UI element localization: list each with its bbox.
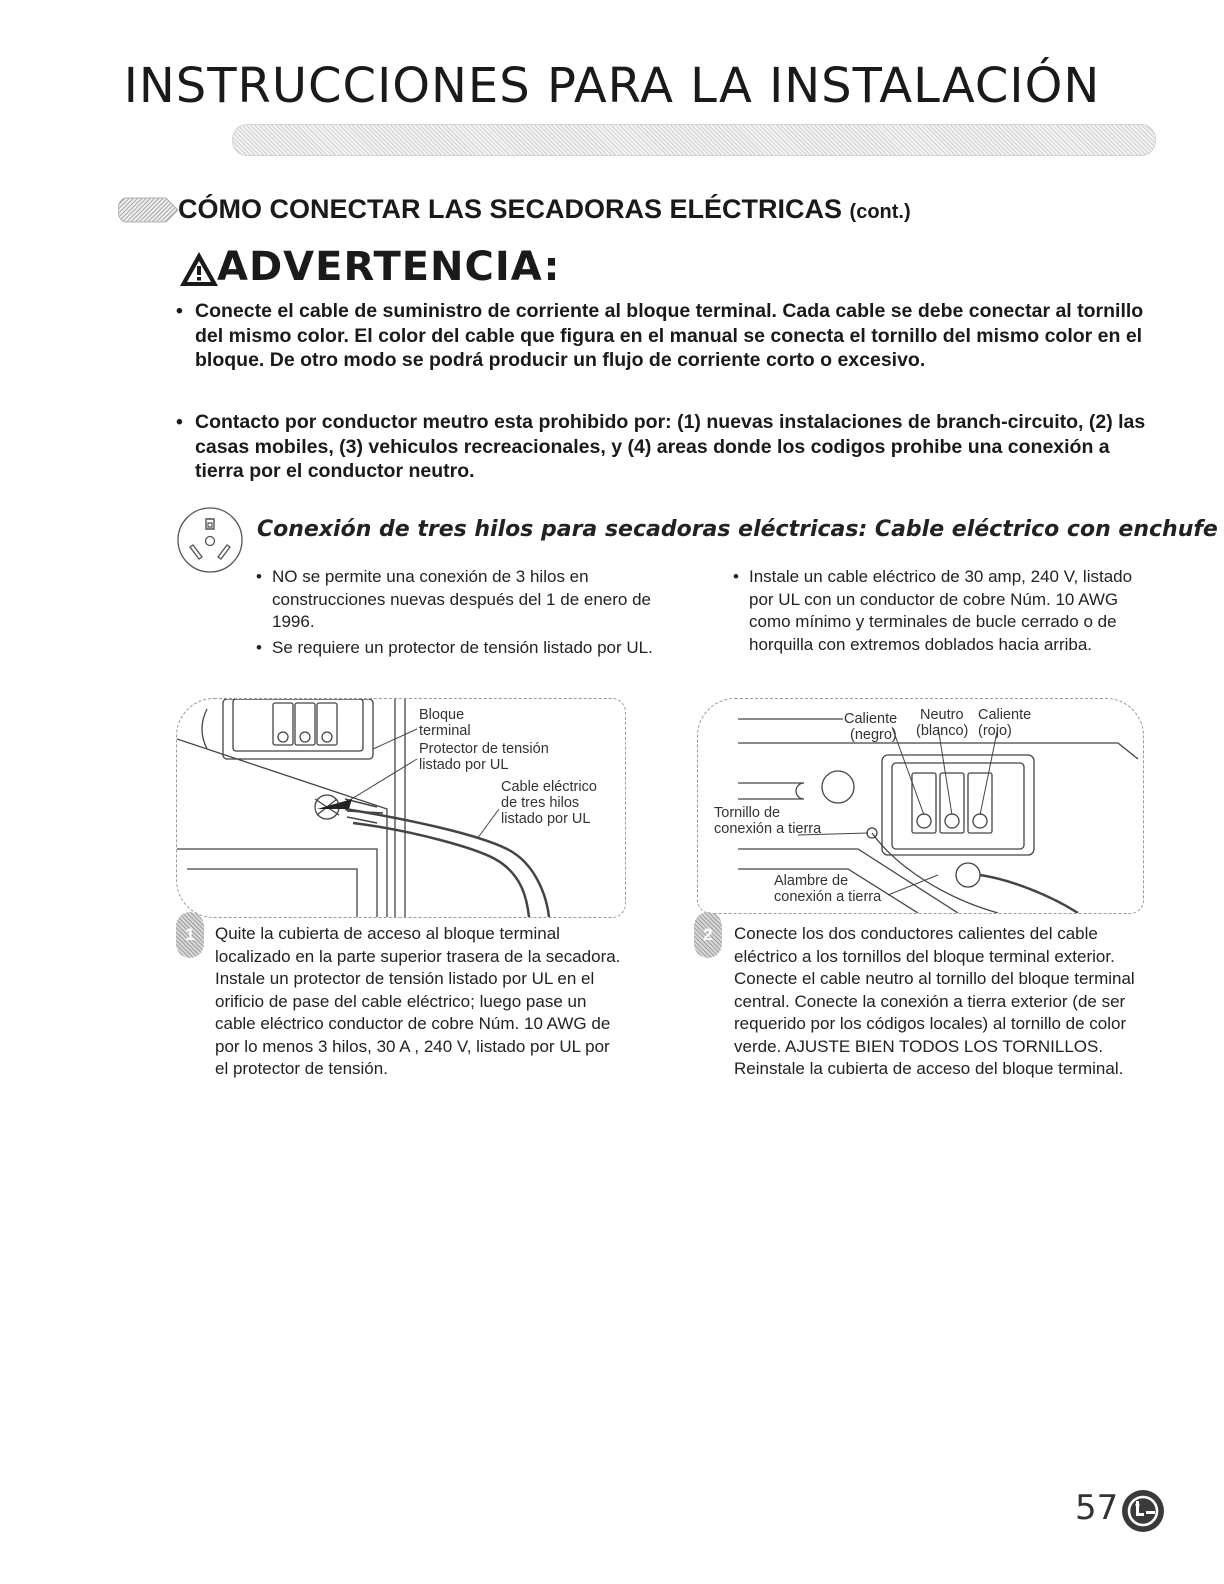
- warning-title: ADVERTENCIA:: [217, 244, 561, 290]
- arrow-bullet-icon: [118, 196, 180, 224]
- bullet: •: [176, 300, 183, 322]
- warning-item: [176, 299, 1155, 373]
- label-neutral-white: Neutro (blanco): [916, 707, 969, 739]
- step-badge-2: 2: [694, 912, 722, 958]
- step-2-text: Conecte los dos conductores calientes del cable eléctrico a los tornillos del bloque terminal exterior. Conecte el cable neutro al tornillo del bloque terminal central. Conecte la conexión a tierra exterior (de ser requerido por los códigos locales) al tornillo de color verde. AJUSTE BIEN TODOS LOS TORNILLOS. Reinstale la cubierta de acceso del bloque terminal.: [734, 924, 1135, 1078]
- warning-item: [176, 410, 1155, 484]
- warning-item-text: Conecte el cable de suministro de corriente al bloque terminal. Cada cable se debe conectar al tornillo del mismo color. El color del cable que figura en el manual se conecta el tornillo del mismo color en el bloque. De otro modo se podrá producir un flujo de corriente corto o excesivo.: [195, 300, 1144, 371]
- label-strain-relief: Protector de tensión listado por UL: [419, 741, 549, 773]
- label-terminal-block: Bloque terminal: [419, 707, 471, 739]
- step-1-text: Quite la cubierta de acceso al bloque terminal localizado en la parte superior trasera de la secadora. Instale un protector de tensión listado por UL en el orificio de pase del cable eléctrico; luego pase un cable eléctrico conductor de cobre Núm. 10 AWG de por lo menos 3 hilos, 30 A , 240 V, listado por UL por el protector de tensión.: [215, 924, 621, 1078]
- section-heading: [178, 194, 911, 225]
- list-item: • Instale un cable eléctrico de 30 amp, 240 V, listado por UL con un conductor de cobre Núm. 10 AWG como mínimo y terminales de bucle cerrado o de horquilla con extremos doblados hacia arriba.: [733, 567, 1133, 654]
- right-requirements-list: [733, 566, 1153, 656]
- page-number: 57: [1075, 1488, 1119, 1528]
- label-ground-screw: Tornillo de conexión a tierra: [714, 805, 822, 837]
- bullet: •: [176, 411, 183, 433]
- three-prong-outlet-icon: [175, 505, 245, 575]
- title-decorative-bar: [232, 124, 1156, 156]
- warning-triangle-icon: [178, 250, 220, 288]
- lg-logo-icon: [1120, 1488, 1166, 1534]
- label-ground-wire: Alambre de conexión a tierra: [774, 873, 882, 905]
- left-requirements-list: [256, 566, 666, 659]
- figure-strain-relief-installation: [176, 698, 626, 918]
- figure-terminal-block-wiring: [697, 698, 1144, 914]
- label-hot-red: Caliente (rojo): [978, 707, 1032, 739]
- page-title: INSTRUCCIONES PARA LA INSTALACIÓN: [123, 58, 1101, 114]
- list-item: • NO se permite una conexión de 3 hilos en construcciones nuevas después del 1 de enero de 1996.: [256, 567, 651, 631]
- label-three-wire-cable: Cable eléctrico de tres hilos listado por UL: [501, 779, 597, 827]
- label-hot-black: Caliente (negro): [844, 711, 898, 743]
- section-heading-suffix: (cont.): [849, 201, 911, 223]
- subsection-heading: Conexión de tres hilos para secadoras eléctricas: Cable eléctrico con enchufe: [257, 517, 1218, 542]
- section-heading-text: CÓMO CONECTAR LAS SECADORAS ELÉCTRICAS: [178, 194, 843, 224]
- warning-item-text: Contacto por conductor meutro esta prohibido por: (1) nuevas instalaciones de branch-circuito, (2) las casas mobiles, (3) vehiculos recreacionales, y (4) areas donde los codigos prohibe una conexión a tierra por el conductor neutro.: [195, 411, 1146, 482]
- step-badge-1: 1: [176, 912, 204, 958]
- list-item: • Se requiere un protector de tensión listado por UL.: [256, 637, 653, 657]
